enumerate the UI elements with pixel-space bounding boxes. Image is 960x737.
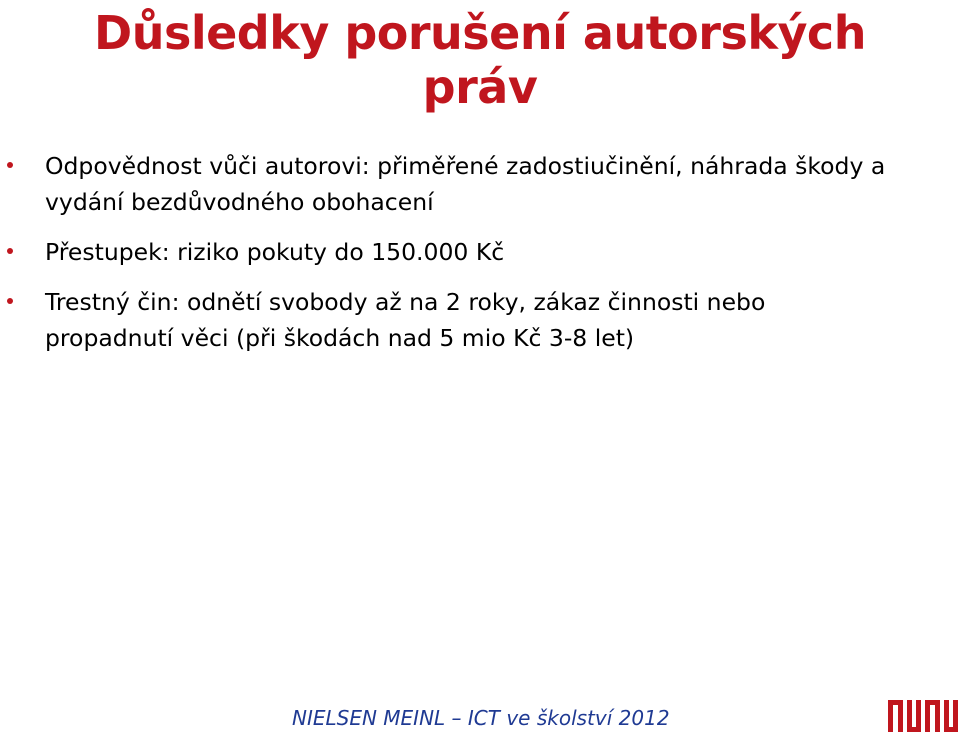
bullet-point-icon bbox=[7, 162, 13, 168]
bullet-point-icon bbox=[7, 248, 13, 254]
bullet-text: Odpovědnost vůči autorovi: přiměřené zadostiučinění, náhrada škody a vydání bezdůvodného obohacení bbox=[45, 152, 886, 216]
bullet-item bbox=[0, 234, 900, 270]
footer-text: NIELSEN MEINL – ICT ve školství 2012 bbox=[292, 706, 670, 730]
bullet-text: Přestupek: riziko pokuty do 150.000 Kč bbox=[45, 238, 505, 266]
bullet-list bbox=[0, 148, 900, 370]
bullet-item bbox=[0, 284, 900, 356]
bullet-point-icon bbox=[7, 298, 13, 304]
slide-title: Důsledky porušení autorských práv bbox=[94, 6, 866, 114]
nielsen-meinl-logo-icon bbox=[888, 696, 958, 734]
bullet-text: Trestný čin: odnětí svobody až na 2 roky, zákaz činnosti nebo propadnutí věci (při škodách nad 5 mio Kč 3-8 let) bbox=[45, 288, 766, 352]
bullet-item bbox=[0, 148, 900, 220]
